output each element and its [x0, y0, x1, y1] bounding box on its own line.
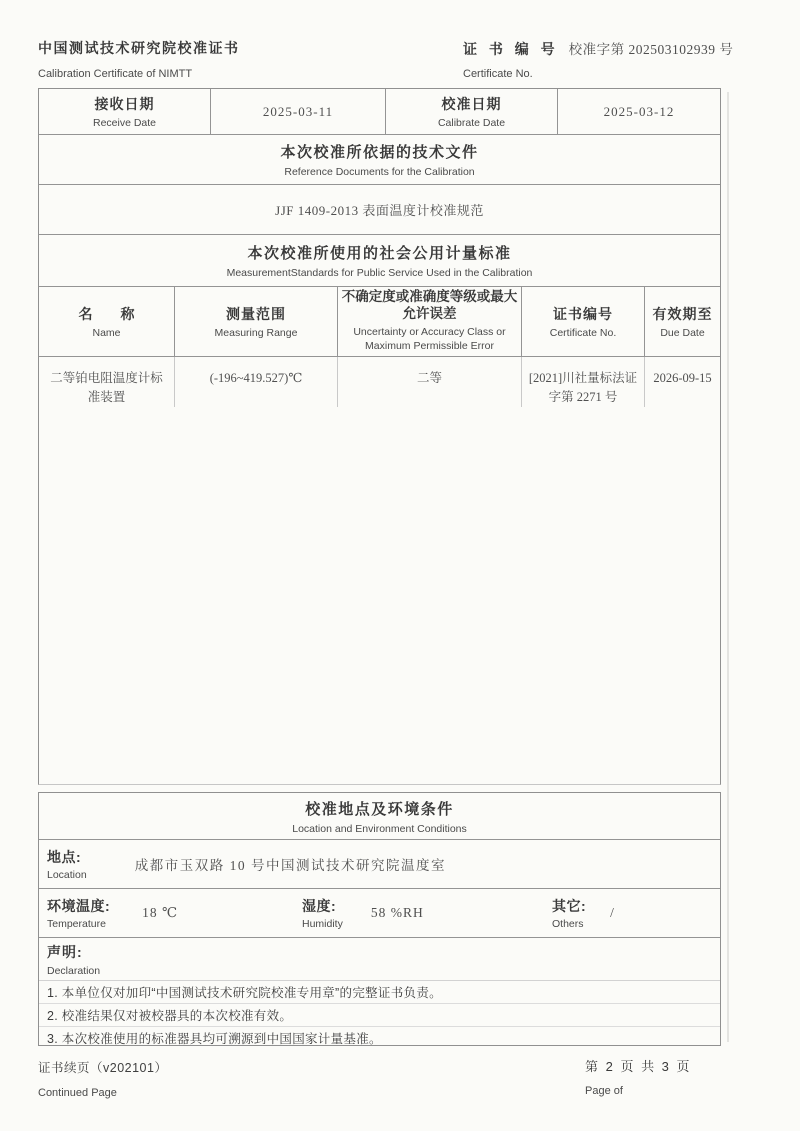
standard-name: 二等铂电阻温度计标准装置: [50, 371, 163, 404]
calibrate-date-value: 2025-03-12: [603, 103, 675, 119]
humidity-label-block: [302, 896, 343, 930]
location-row: [39, 840, 720, 889]
document-header: [0, 38, 800, 86]
others-value: /: [610, 905, 615, 920]
footer-right-block: [585, 1056, 692, 1097]
standard-due: 2026-09-15: [653, 371, 712, 385]
declaration-header: [39, 938, 720, 981]
main-table: [38, 88, 721, 785]
column-header-range-en: Measuring Range: [214, 327, 298, 339]
temperature-label-cn: 环境温度:: [47, 898, 111, 914]
declaration-item-1: 1. 本单位仅对加印“中国测试技术研究院校准专用章”的完整证书负责。: [39, 981, 720, 1004]
reference-title-en: Reference Documents for the Calibration: [284, 166, 475, 178]
column-header-name: [39, 287, 175, 356]
cert-no-block: [463, 38, 733, 80]
others-label-cn: 其它:: [552, 898, 587, 914]
declaration-section: [39, 938, 720, 1048]
temperature-label-en: Temperature: [47, 918, 106, 930]
cert-no-line: [463, 38, 733, 59]
location-title-row: [39, 793, 720, 840]
standard-due-cell: [645, 357, 720, 407]
standards-title-cn: 本次校准所使用的社会公用计量标准: [247, 245, 512, 262]
receive-date-label-cn: 接收日期: [94, 96, 155, 112]
standard-range-cell: [175, 357, 338, 407]
calibrate-date-label-cn: 校准日期: [441, 96, 502, 112]
receive-date-label-cell: [39, 89, 211, 134]
org-title-en: Calibration Certificate of NIMTT: [38, 68, 193, 80]
others-label-en: Others: [552, 918, 584, 930]
standards-data-row: [39, 357, 720, 407]
column-header-certno-cn: 证书编号: [553, 306, 613, 322]
column-header-range-cn: 测量范围: [226, 306, 286, 322]
column-header-uncertainty-en: Uncertainty or Accuracy Class or Maximum Permissible Error: [353, 326, 506, 352]
column-header-due: [645, 287, 720, 356]
location-table: [38, 792, 721, 1046]
page-number-en: Page of: [585, 1085, 623, 1097]
calibrate-date-label-en: Calibrate Date: [437, 117, 506, 129]
standards-title-en: MeasurementStandards for Public Service Used in the Calibration: [226, 267, 533, 279]
reference-title-cn: 本次校准所依据的技术文件: [280, 144, 479, 161]
location-title-cn: 校准地点及环境条件: [305, 800, 454, 818]
humidity-value: 58 %RH: [370, 905, 424, 920]
dates-row: [39, 89, 720, 135]
column-header-certno-en: Certificate No.: [549, 327, 617, 339]
location-title-en: Location and Environment Conditions: [292, 822, 467, 835]
reference-content-row: [39, 185, 720, 235]
cert-no-label-en: Certificate No.: [463, 68, 533, 80]
receive-date-value-cell: [211, 89, 386, 134]
standard-uncertainty-cell: [338, 357, 522, 407]
standards-title-row: [39, 235, 720, 287]
calibrate-date-label-cell: [386, 89, 558, 134]
column-header-uncertainty: [338, 287, 522, 356]
humidity-label-en: Humidity: [302, 918, 343, 930]
environment-row: [39, 889, 720, 938]
org-title-cn: 中国测试技术研究院校准证书: [38, 40, 240, 56]
location-value: 成都市玉双路 10 号中国测试技术研究院温度室: [134, 858, 446, 873]
declaration-item-3: 3. 本次校准使用的标准器具均可溯源到中国国家计量基准。: [47, 1031, 382, 1046]
standard-range: (-196~419.527)℃: [209, 371, 303, 385]
humidity-label-cn: 湿度:: [302, 898, 337, 914]
continued-page-cn: 证书续页（v202101）: [38, 1061, 168, 1075]
column-header-uncertainty-cn: 不确定度或准确度等级或最大允许误差: [341, 289, 518, 322]
reference-document: JJF 1409-2013 表面温度计校准规范: [275, 203, 484, 218]
standard-uncertainty: 二等: [416, 371, 442, 385]
declaration-item-2: 2. 校准结果仅对被校器具的本次校准有效。: [39, 1004, 720, 1027]
org-title-block: [38, 38, 240, 80]
reference-title-row: [39, 135, 720, 185]
column-header-due-en: Due Date: [660, 327, 705, 339]
cert-no-label-cn: 证 书 编 号: [463, 41, 559, 57]
standard-certno: [2021]川社量标法证字第 2271 号: [528, 371, 638, 404]
others-label-block: [552, 896, 586, 930]
column-header-name-cn: 名 称: [78, 306, 135, 322]
temperature-group: [47, 896, 302, 930]
receive-date-value: 2025-03-11: [262, 103, 334, 119]
declaration-title-en: Declaration: [47, 964, 101, 977]
column-header-due-cn: 有效期至: [652, 306, 713, 322]
continued-page-en: Continued Page: [38, 1087, 117, 1099]
location-label-cn: 地点:: [47, 849, 82, 865]
column-header-range: [175, 287, 338, 356]
footer-left-block: [38, 1058, 167, 1099]
column-header-certno: [522, 287, 645, 356]
temperature-label-block: [47, 896, 110, 930]
scan-edge-shadow: [727, 92, 729, 1042]
standard-name-cell: [39, 357, 175, 407]
declaration-title-cn: 声明:: [47, 943, 83, 960]
cert-no-value: 校准字第 202503102939 号: [568, 42, 734, 57]
standards-header-row: [39, 287, 720, 357]
standard-certno-cell: [522, 357, 645, 407]
location-label-block: [47, 847, 87, 881]
column-header-name-en: Name: [92, 327, 121, 339]
humidity-group: [302, 896, 552, 930]
temperature-value: 18 ℃: [142, 905, 179, 920]
receive-date-label-en: Receive Date: [92, 117, 157, 129]
calibrate-date-value-cell: [558, 89, 720, 134]
location-label-en: Location: [47, 869, 87, 881]
page-number-cn: 第 2 页 共 3 页: [585, 1059, 692, 1074]
others-group: [552, 896, 720, 930]
